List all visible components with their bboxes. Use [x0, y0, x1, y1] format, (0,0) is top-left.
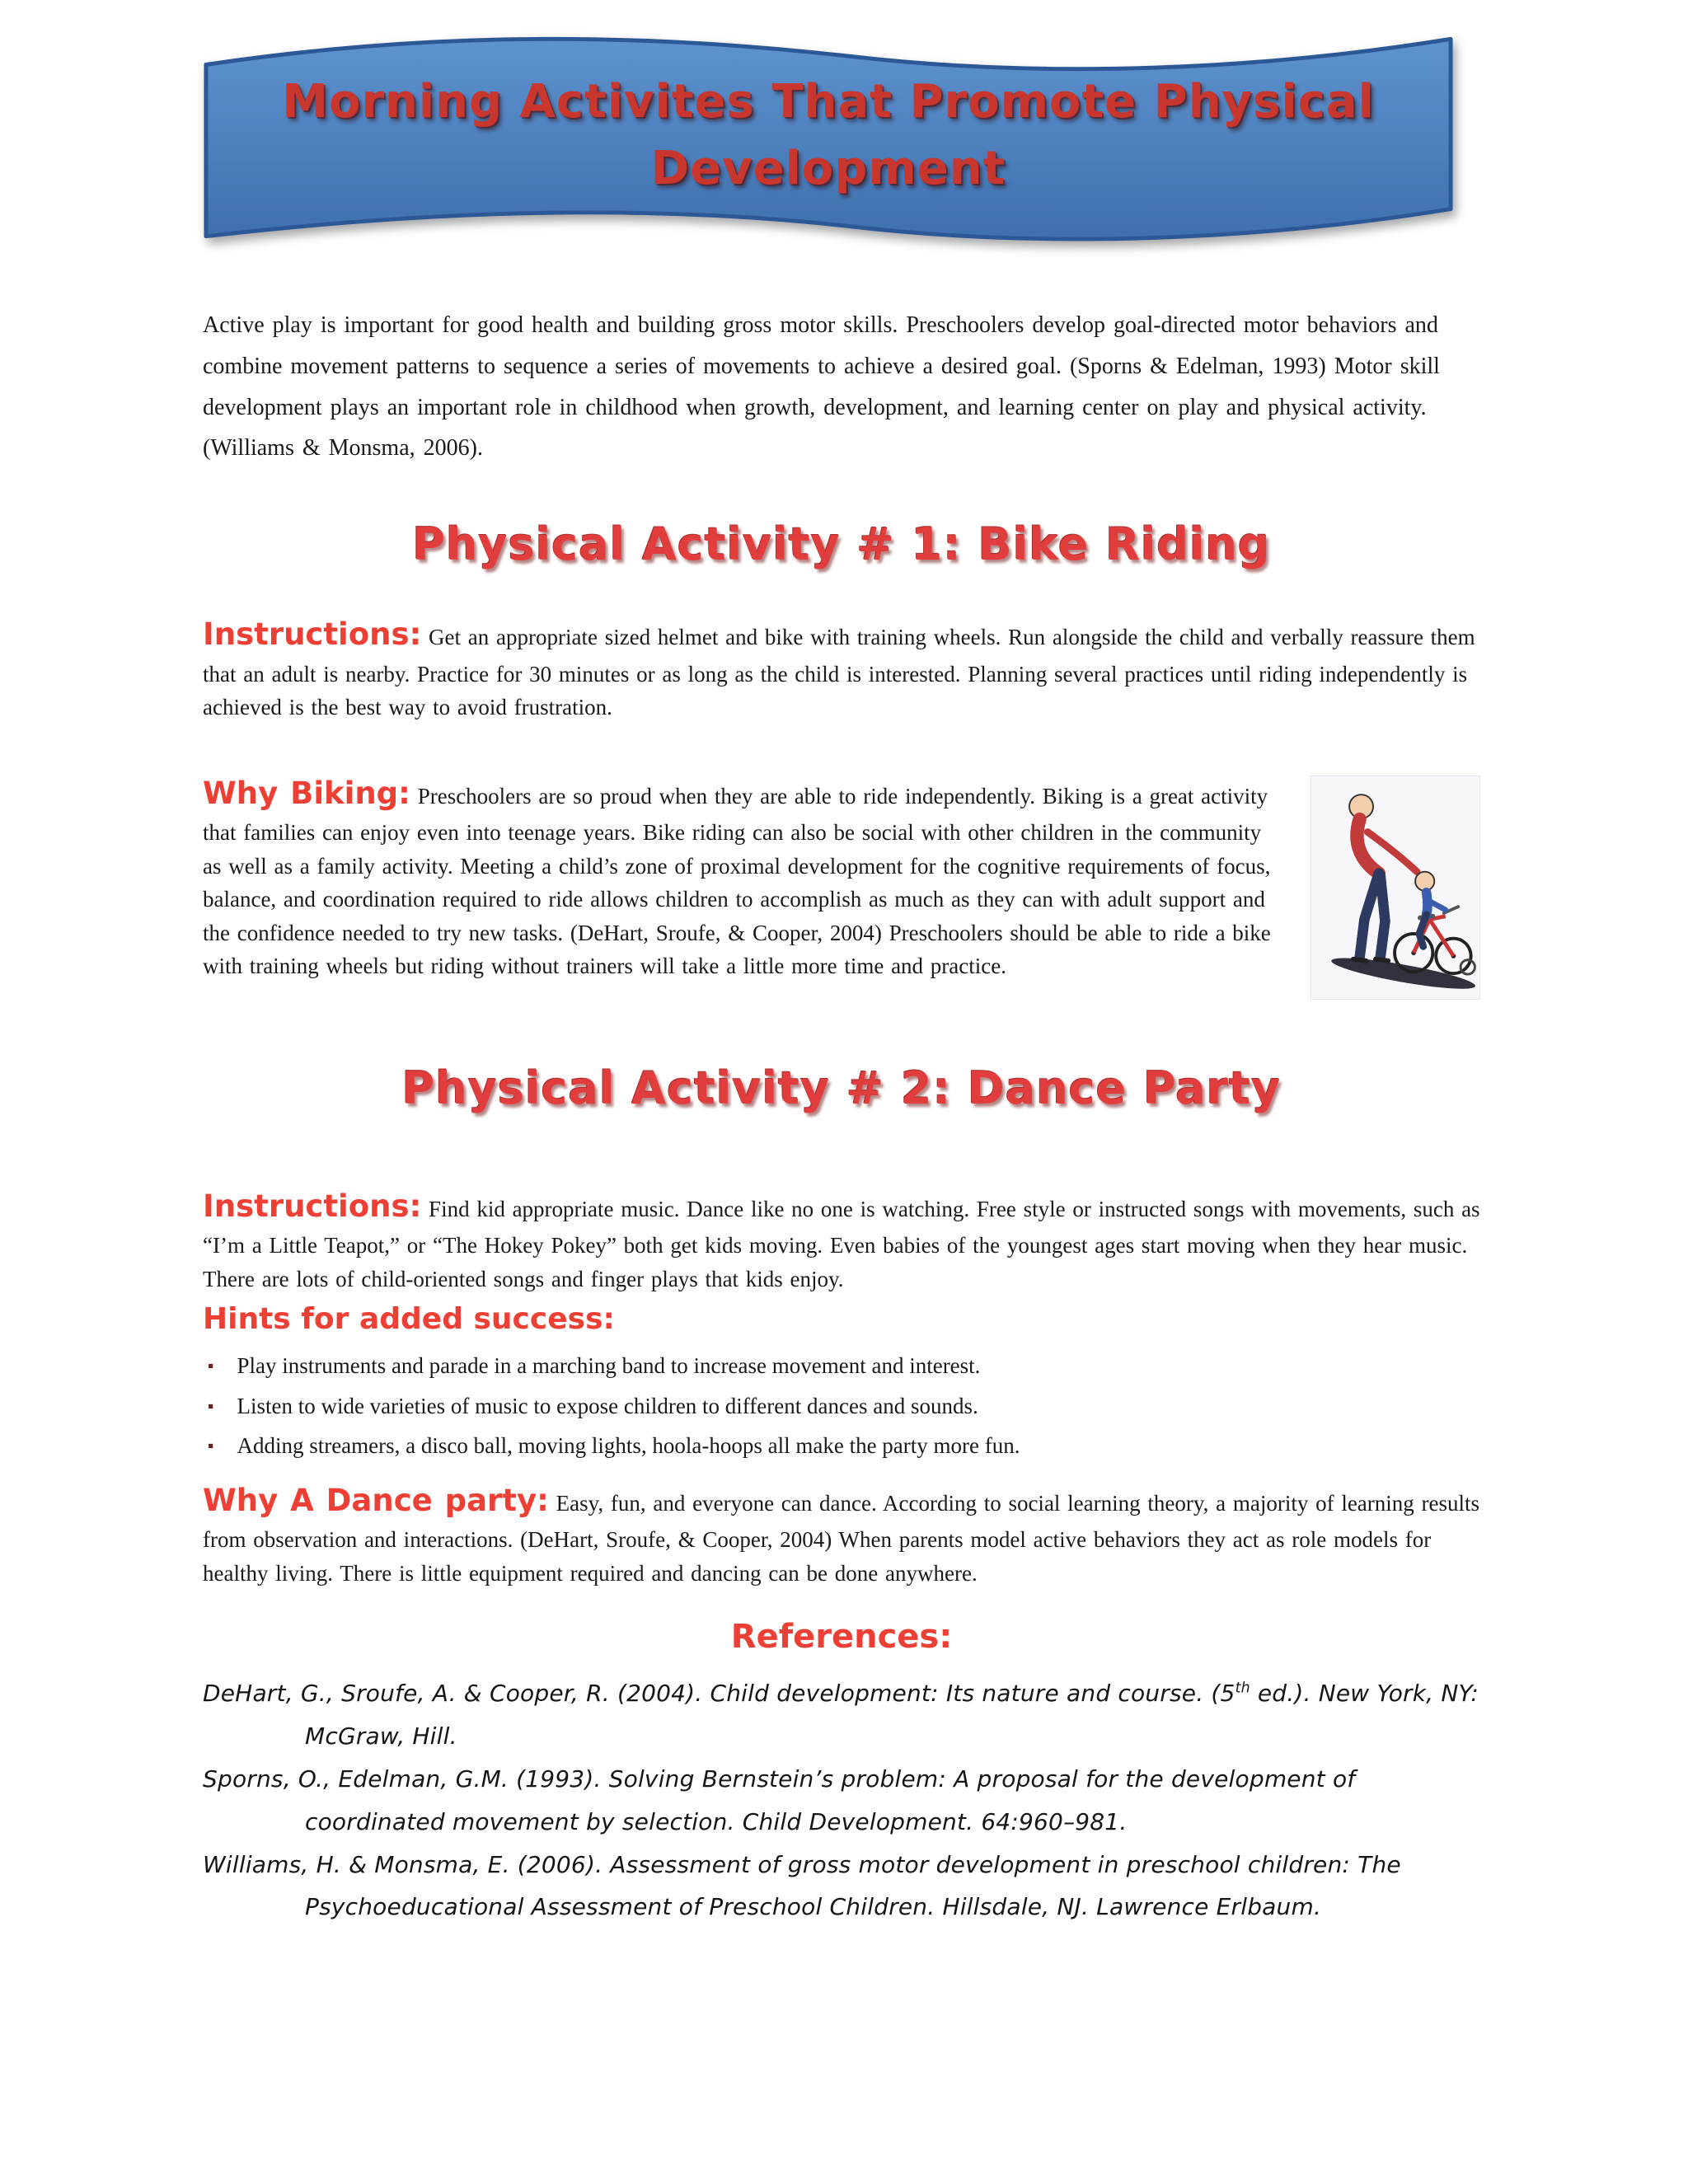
square-bullet-icon: ▪	[208, 1395, 214, 1416]
activity-1-instructions-label: Instructions:	[203, 616, 422, 653]
hint-item	[208, 1429, 1480, 1463]
why-biking-section	[203, 771, 1480, 1008]
reference-text: 64:960–981.	[973, 1807, 1128, 1835]
hints-list	[203, 1349, 1480, 1463]
bike-riding-clipart	[1311, 776, 1480, 1000]
why-biking-label: Why Biking:	[203, 775, 410, 811]
why-dance-paragraph	[203, 1478, 1480, 1591]
square-bullet-icon: ▪	[208, 1436, 214, 1456]
reference-title: Child Development.	[742, 1807, 974, 1835]
activity-1-heading: Physical Activity # 1: Bike Riding	[412, 518, 1271, 571]
activity-1-instructions-text: Get an appropriate sized helmet and bike with training wheels. Run alongside the child and verbally reassure them that an adult is nearby. Practice for 30 minutes or as long as the child is interested. Planning several practices until riding independently is achieved is the best way to avoid frustration.	[203, 625, 1475, 720]
hints-heading: Hints for added success:	[203, 1302, 615, 1337]
reference-item	[203, 1844, 1480, 1929]
activity-1-instructions-paragraph	[203, 612, 1480, 724]
references-heading: References:	[730, 1618, 953, 1657]
reference-title: Child development: Its nature and course.	[710, 1680, 1204, 1708]
reference-item	[203, 1758, 1480, 1844]
reference-title: Assessment of gross motor development in preschool children: The Psychoeducational Assessment of Preschool Children.	[305, 1850, 1401, 1921]
reference-text: Williams, H. & Monsma, E. (2006).	[203, 1850, 611, 1878]
reference-superscript: th	[1235, 1680, 1250, 1697]
why-dance-label: Why A Dance party:	[203, 1482, 549, 1518]
reference-text: Hillsdale, NJ. Lawrence Erlbaum.	[935, 1893, 1322, 1921]
hint-text: Listen to wide varieties of music to expose children to different dances and sounds.	[237, 1393, 978, 1418]
why-biking-text: Preschoolers are so proud when they are able to ride independently. Biking is a great activity that families can enjoy even into teenage years. Bike riding can also be social with other children in the community as well as a family activity. Meeting a child’s zone of proximal development for the cognitive requirements of focus, balance, and coordination required to ride allows children to accomplish as much as they can with adult support and the confidence needed to try new tasks. (DeHart, Sroufe, & Cooper, 2004) Preschoolers should be able to ride a bike with training wheels but riding without trainers will take a little more time and practice.	[203, 783, 1271, 979]
title-line-2: Development	[650, 142, 1006, 195]
why-dance-text: Easy, fun, and everyone can dance. According to social learning theory, a majority of learning results from observation and interactions. (DeHart, Sroufe, & Cooper, 2004) When parents model active behaviors they act as role models for healthy living. There is little equipment required and dancing can be done anywhere.	[203, 1490, 1480, 1586]
title-banner	[198, 18, 1459, 259]
reference-text: ed.). New York, NY: McGraw, Hill.	[305, 1680, 1479, 1750]
square-bullet-icon: ▪	[208, 1356, 214, 1376]
activity-2-instructions-paragraph	[203, 1183, 1480, 1296]
activity-2-heading: Physical Activity # 2: Dance Party	[401, 1062, 1282, 1114]
hint-item	[208, 1390, 1480, 1423]
activity-2-instructions-text: Find kid appropriate music. Dance like no one is watching. Free style or instructed songs with movements, such as “I’m a Little Teapot,” or “The Hokey Pokey” both get kids moving. Even babies of the youngest ages start moving when they hear music. There are lots of child-oriented songs and finger plays that kids enjoy.	[203, 1196, 1480, 1291]
activity-2-instructions-label: Instructions:	[203, 1188, 422, 1224]
hint-text: Play instruments and parade in a marching band to increase movement and interest.	[237, 1353, 981, 1379]
hint-text: Adding streamers, a disco ball, moving lights, hoola-hoops all make the party more fun.	[237, 1433, 1020, 1459]
reference-item	[203, 1672, 1480, 1758]
references-list	[203, 1672, 1480, 1929]
intro-paragraph: Active play is important for good health and building gross motor skills. Preschoolers develop goal-directed motor behaviors and combine movement patterns to sequence a series of movements to achieve a desired goal. (Sporns & Edelman, 1993) Motor skill development plays an important role in childhood when growth, development, and learning center on play and physical activity. (Williams & Monsma, 2006).	[203, 312, 1440, 462]
reference-text: (5	[1203, 1680, 1236, 1708]
reference-text: DeHart, G., Sroufe, A. & Cooper, R. (2004).	[203, 1680, 710, 1708]
reference-text: Sporns, O., Edelman, G.M. (1993). Solving Bernstein’s problem: A proposal for the development of coordinated movement by selection.	[203, 1765, 1356, 1835]
why-biking-paragraph	[203, 771, 1480, 983]
hint-item	[208, 1349, 1480, 1383]
title-line-1: Morning Activites That Promote Physical	[282, 75, 1375, 129]
document-title	[198, 18, 1459, 259]
